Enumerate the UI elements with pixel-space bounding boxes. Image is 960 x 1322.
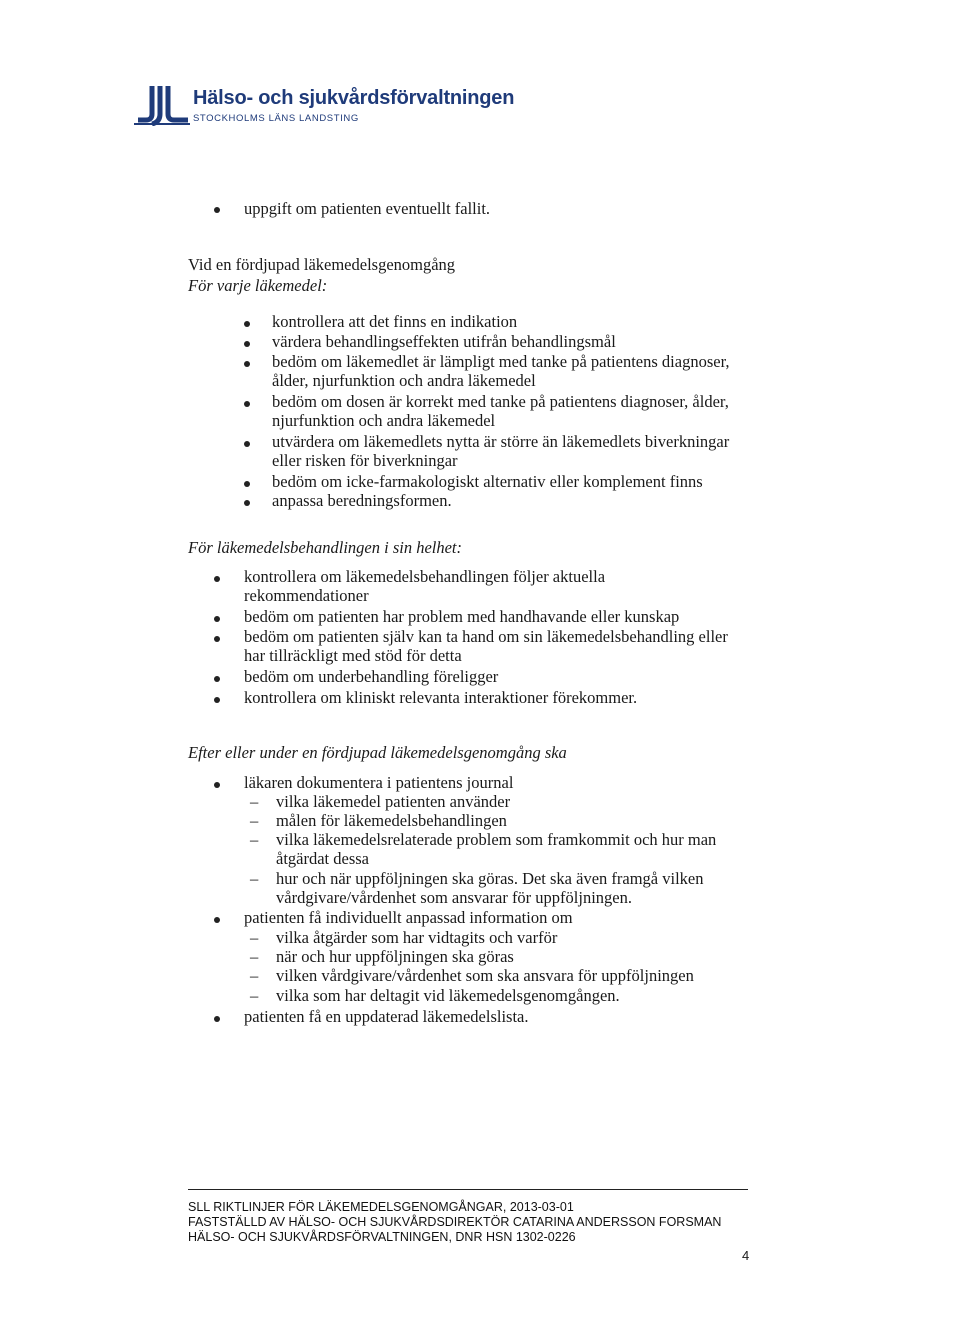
list-item: bedöm om icke-farmakologiskt alternativ eller komplement finns [272, 472, 703, 491]
bullet-dot [244, 500, 250, 506]
sll-logo-icon [134, 84, 190, 126]
bullet-dot [214, 697, 220, 703]
sub-list-item-continuation: vårdgivare/vårdenhet som ansvarar för uppföljningen. [276, 888, 632, 907]
sub-list-item: vilka som har deltagit vid läkemedelsgenomgången. [276, 986, 620, 1005]
sub-list-item: vilken vårdgivare/vårdenhet som ska ansvara för uppföljningen [276, 966, 694, 985]
sub-list-item: vilka åtgärder som har vidtagits och varför [276, 928, 558, 947]
sub-list-item: när och hur uppföljningen ska göras [276, 947, 514, 966]
bullet-dot [214, 636, 220, 642]
list-item-continuation: har tillräckligt med stöd för detta [244, 646, 462, 665]
org-subtitle: STOCKHOLMS LÄNS LANDSTING [193, 113, 359, 124]
footer-line: FASTSTÄLLD AV HÄLSO- OCH SJUKVÅRDSDIREKTÖR CATARINA ANDERSSON FORSMAN [188, 1215, 722, 1229]
bullet-dot [244, 361, 250, 367]
list-item: patienten få en uppdaterad läkemedelslista. [244, 1007, 529, 1026]
dash-marker: – [250, 928, 259, 947]
dash-marker: – [250, 830, 259, 849]
list-item: patienten få individuellt anpassad information om [244, 908, 573, 927]
sub-list-item: vilka läkemedel patienten använder [276, 792, 511, 811]
bullet-dot [244, 481, 250, 487]
list-item: bedöm om patienten själv kan ta hand om sin läkemedelsbehandling eller [244, 627, 728, 646]
bullet-dot [244, 341, 250, 347]
bullet-dot [214, 782, 220, 788]
bullet-dot [214, 616, 220, 622]
list-item: läkaren dokumentera i patientens journal [244, 773, 514, 792]
bullet-dot [244, 321, 250, 327]
bullet-dot [214, 1016, 220, 1022]
section-heading: Vid en fördjupad läkemedelsgenomgång [188, 255, 456, 274]
list-item: anpassa beredningsformen. [272, 491, 452, 510]
dash-marker: – [250, 966, 259, 985]
dash-marker: – [250, 869, 259, 888]
bullet-dot [244, 441, 250, 447]
dash-marker: – [250, 811, 259, 830]
footer-line: HÄLSO- OCH SJUKVÅRDSFÖRVALTNINGEN, DNR HSN 1302-0226 [188, 1230, 576, 1244]
list-item-continuation: rekommendationer [244, 586, 369, 605]
list-item: utvärdera om läkemedlets nytta är större än läkemedlets biverkningar [272, 432, 730, 451]
dash-marker: – [250, 947, 259, 966]
page-number: 4 [742, 1248, 750, 1263]
org-name: Hälso- och sjukvårdsförvaltningen [193, 87, 515, 109]
list-item: kontrollera om läkemedelsbehandlingen följer aktuella [244, 567, 606, 586]
list-item: kontrollera att det finns en indikation [272, 312, 518, 331]
sub-list-item-continuation: åtgärdat dessa [276, 849, 369, 868]
bullet-dot [214, 917, 220, 923]
sub-list-item: vilka läkemedelsrelaterade problem som framkommit och hur man [276, 830, 717, 849]
section-subheading: För varje läkemedel: [188, 276, 328, 295]
footer-rule [188, 1189, 748, 1190]
dash-marker: – [250, 792, 259, 811]
list-item: bedöm om läkemedlet är lämpligt med tanke på patientens diagnoser, [272, 352, 730, 371]
bullet-dot [214, 207, 220, 213]
section-heading: För läkemedelsbehandlingen i sin helhet: [188, 538, 463, 557]
list-item: värdera behandlingseffekten utifrån behandlingsmål [272, 332, 616, 351]
section-heading: Efter eller under en fördjupad läkemedelsgenomgång ska [188, 743, 567, 762]
list-item: kontrollera om kliniskt relevanta interaktioner förekommer. [244, 688, 638, 707]
sub-list-item: målen för läkemedelsbehandlingen [276, 811, 507, 830]
list-item: bedöm om dosen är korrekt med tanke på patientens diagnoser, ålder, [272, 392, 729, 411]
footer-line: SLL RIKTLINJER FÖR LÄKEMEDELSGENOMGÅNGAR, 2013-03-01 [188, 1200, 574, 1214]
bullet-dot [214, 576, 220, 582]
list-item: bedöm om patienten har problem med handhavande eller kunskap [244, 607, 680, 626]
list-item: uppgift om patienten eventuellt fallit. [244, 199, 491, 218]
bullet-dot [214, 676, 220, 682]
sub-list-item: hur och när uppföljningen ska göras. Det ska även framgå vilken [276, 869, 704, 888]
list-item-continuation: ålder, njurfunktion och andra läkemedel [272, 371, 536, 390]
list-item-continuation: njurfunktion och andra läkemedel [272, 411, 496, 430]
list-item: bedöm om underbehandling föreligger [244, 667, 499, 686]
dash-marker: – [250, 986, 259, 1005]
list-item-continuation: eller risken för biverkningar [272, 451, 458, 470]
bullet-dot [244, 401, 250, 407]
